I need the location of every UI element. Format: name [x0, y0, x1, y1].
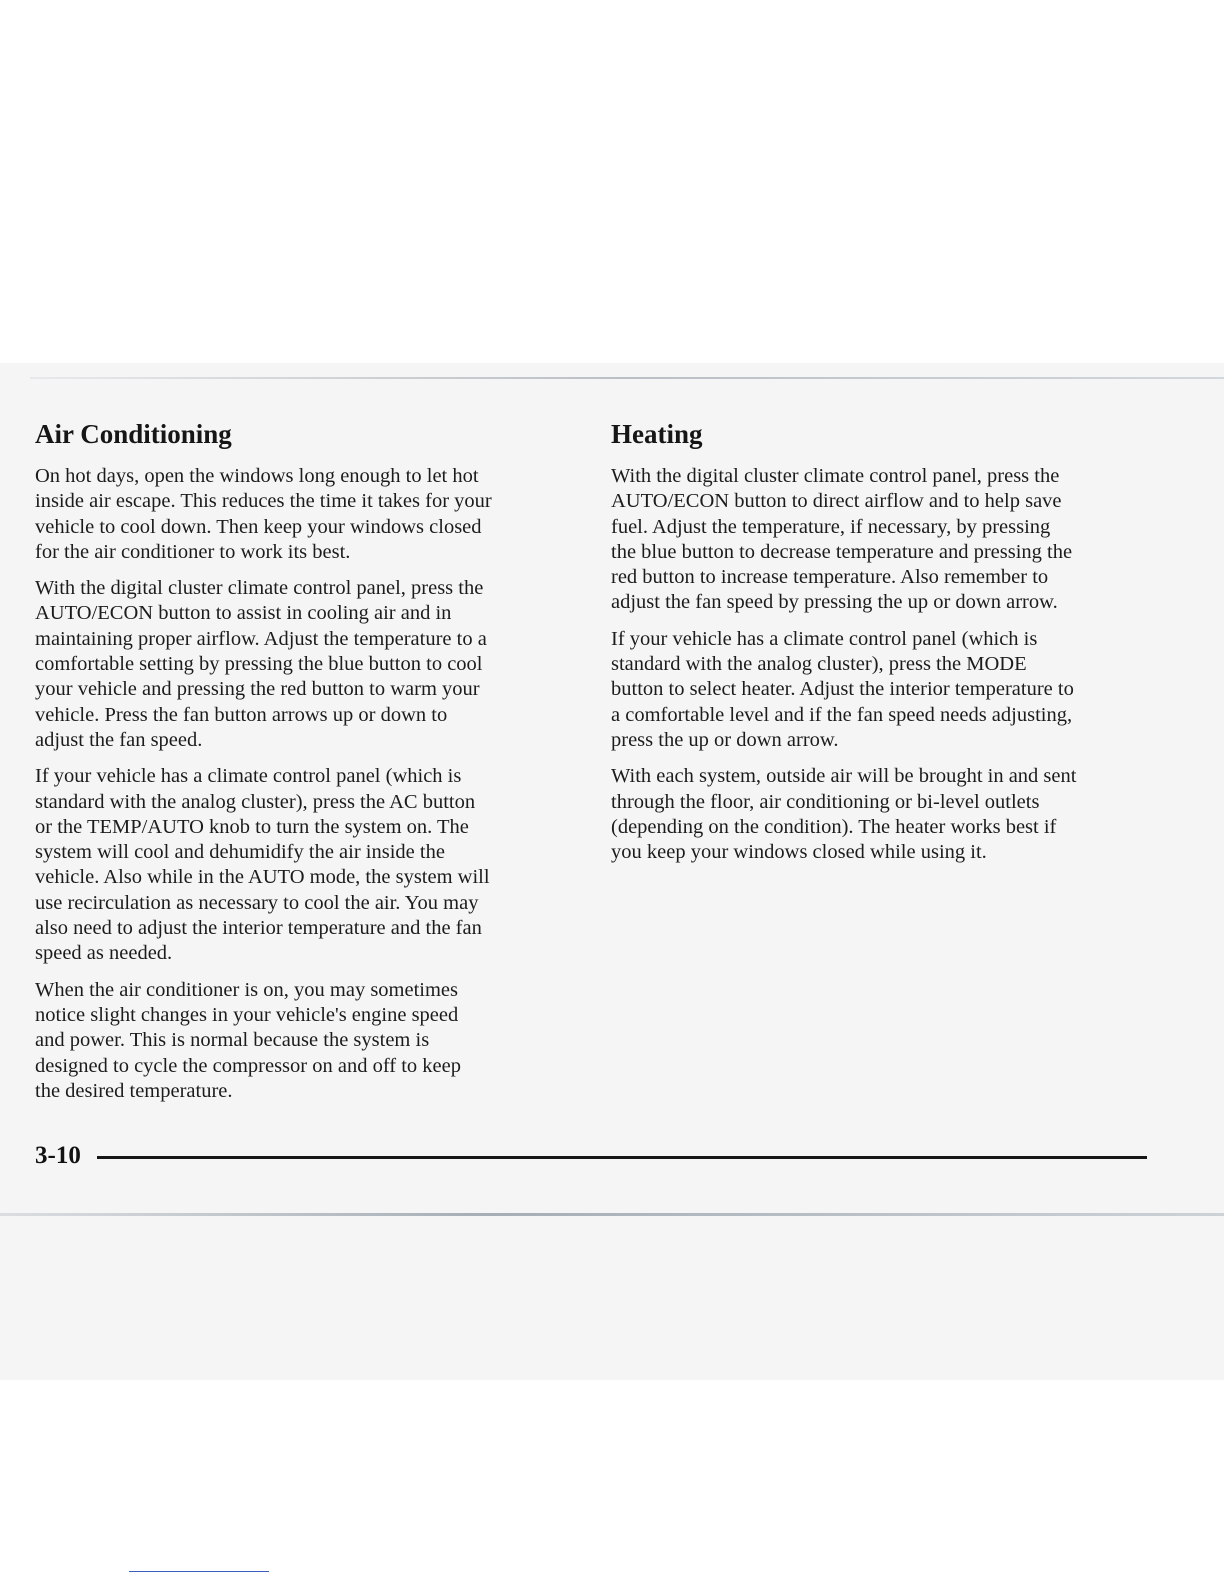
top-divider — [30, 377, 1224, 379]
heating-paragraph-3: With each system, outside air will be brought in and sent through the floor, air conditioning or bi-level outlets (depending on the condition). The heater works best if you keep your windows closed while using it. — [611, 765, 1077, 864]
heating-paragraph-2: If your vehicle has a climate control panel (which is standard with the analog cluster), press the MODE button to select heater. Adjust the interior temperature to a comfortable level and if the fan speed needs adjusting, press the up or down arrow. — [611, 627, 1074, 751]
heating-heading: Heating — [611, 419, 703, 449]
air-conditioning-paragraph-2: With the digital cluster climate control panel, press the AUTO/ECON button to assist in cooling air and in maintaining proper airflow. Adjust the temperature to a comfortable setting by pressing the blue button to cool your vehicle and pressing the red button to warm your vehicle. Press the fan button arrows up or down to adjust the fan speed. — [35, 577, 487, 751]
footer-divider — [97, 1156, 1147, 1159]
air-conditioning-paragraph-4: When the air conditioner is on, you may sometimes notice slight changes in your vehicle's engine speed and power. This is normal because the system is designed to cycle the compressor on and off to keep the desired temperature. — [35, 978, 462, 1102]
heating-section — [611, 418, 1151, 876]
heating-paragraph-1: With the digital cluster climate control panel, press the AUTO/ECON button to direct airflow and to help save fuel. Adjust the temperature, if necessary, by pressing the blue button to decrease temperature and pressing the red button to increase temperature. Also remember to adjust the fan speed by pressing the up or down arrow. — [611, 465, 1073, 614]
air-conditioning-paragraph-1: On hot days, open the windows long enough to let hot inside air escape. This reduces the time it takes for your vehicle to cool down. Then keep your windows closed for the air conditioner to work its best. — [35, 465, 492, 563]
bottom-underline-mark — [129, 1571, 269, 1572]
scanned-page — [0, 363, 1224, 1380]
page-number: 3-10 — [35, 1142, 81, 1169]
bottom-divider — [0, 1213, 1224, 1216]
air-conditioning-paragraph-3: If your vehicle has a climate control panel (which is standard with the analog cluster), press the AC button or the TEMP/AUTO knob to turn the system on. The system will cool and dehumidify the air inside the vehicle. Also while in the AUTO mode, the system will use recirculation as necessary to cool the air. You may also need to adjust the interior temperature and the fan speed as needed. — [35, 765, 490, 965]
page-footer — [35, 1131, 1147, 1171]
air-conditioning-heading: Air Conditioning — [35, 419, 232, 449]
air-conditioning-section — [35, 418, 565, 1115]
